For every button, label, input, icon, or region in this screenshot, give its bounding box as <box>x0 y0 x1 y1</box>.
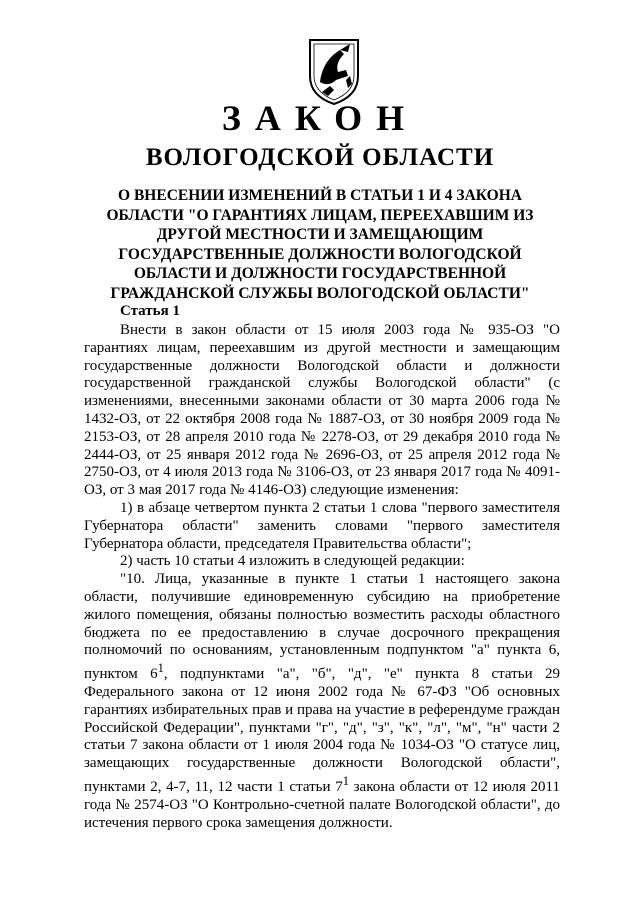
article-body <box>84 322 560 832</box>
paragraph-item-1: 1) в абзаце четвертом пункта 2 статьи 1 слова "первого заместителя Губернатора области" заменить словами "первого заместителя Губернатора области, председателя Правительства области"; <box>84 499 560 552</box>
paragraph-quoted-part-10 <box>84 571 560 832</box>
article-title: Статья 1 <box>120 303 180 319</box>
law-heading: О ВНЕСЕНИИ ИЗМЕНЕНИЙ В СТАТЬИ 1 И 4 ЗАКОНА ОБЛАСТИ "О ГАРАНТИЯХ ЛИЦАМ, ПЕРЕЕХАВШИМ ИЗ ДРУГОЙ МЕСТНОСТИ И ЗАМЕЩАЮЩИМ ГОСУДАРСТВЕННЫЕ ДОЛЖНОСТИ ВОЛОГОДСКОЙ ОБЛАСТИ И ДОЛЖНОСТИ ГОСУДАРСТВЕННОЙ ГРАЖДАНСКОЙ СЛУЖБЫ ВОЛОГОДСКОЙ ОБЛАСТИ" <box>106 187 534 302</box>
superscript-2: 1 <box>342 773 349 788</box>
superscript-1: 1 <box>157 661 164 676</box>
quote-text-1: "10. Лица, указанные в пункте 1 статьи 1 настоящего закона области, получившие единовременную субсидию на приобретение жилого помещения, обязаны полностью возместить расходы областного бюджета по ее предоставлению в случае досрочного прекращения полномочий по основаниям, установленным подпунктом "а" пункта 6, пунктом 6 <box>84 571 560 683</box>
paragraph-intro: Внести в закон области от 15 июля 2003 года № 935-ОЗ "О гарантиях лицам, переехавшим из другой местности и замещающим государственные должности Вологодской области и должности государственной гражданской службы Вологодской области" (с изменениями, внесенными законами области от 30 марта 2006 года № 1432-ОЗ, от 22 октября 2008 года № 1887-ОЗ, от 30 ноября 2009 года № 2153-ОЗ, от 28 апреля 2010 года № 2278-ОЗ, от 29 декабря 2010 года № 2444-ОЗ, от 25 января 2012 года № 2696-ОЗ, от 25 апреля 2012 года № 2750-ОЗ, от 4 июля 2013 года № 3106-ОЗ, от 23 января 2017 года № 4091-ОЗ, от 3 мая 2017 года № 4146-ОЗ) следующие изменения: <box>84 322 560 499</box>
paragraph-item-2: 2) часть 10 статьи 4 изложить в следующей редакции: <box>120 553 465 570</box>
quote-text-2: , подпунктами "а", "б", "д", "е" пункта 8 статьи 29 Федерального закона от 12 июня 2002 года № 67-ФЗ "Об основных гарантиях избирательных прав и права на участие в референдуме граждан Российской Федерации", пунктами "г", "д", "з", "к", "л", "м", "н" части 2 статьи 7 закона области от 1 июля 2004 года № 1034-ОЗ "О статусе лиц, замещающих государственные должности Вологодской области", пунктами 2, 4-7, 11, 12 части 1 статьи 7 <box>84 666 560 795</box>
vologda-coat-of-arms-icon <box>306 36 362 106</box>
quote-text-3: закона области от 12 июля 2011 года № 2574-ОЗ "О Контрольно-счетной палате Вологодской области", до истечения первого срока замещения должности. <box>84 778 560 831</box>
law-title: ЗАКОН <box>221 98 419 138</box>
region-title: ВОЛОГОДСКОЙ ОБЛАСТИ <box>145 144 495 171</box>
